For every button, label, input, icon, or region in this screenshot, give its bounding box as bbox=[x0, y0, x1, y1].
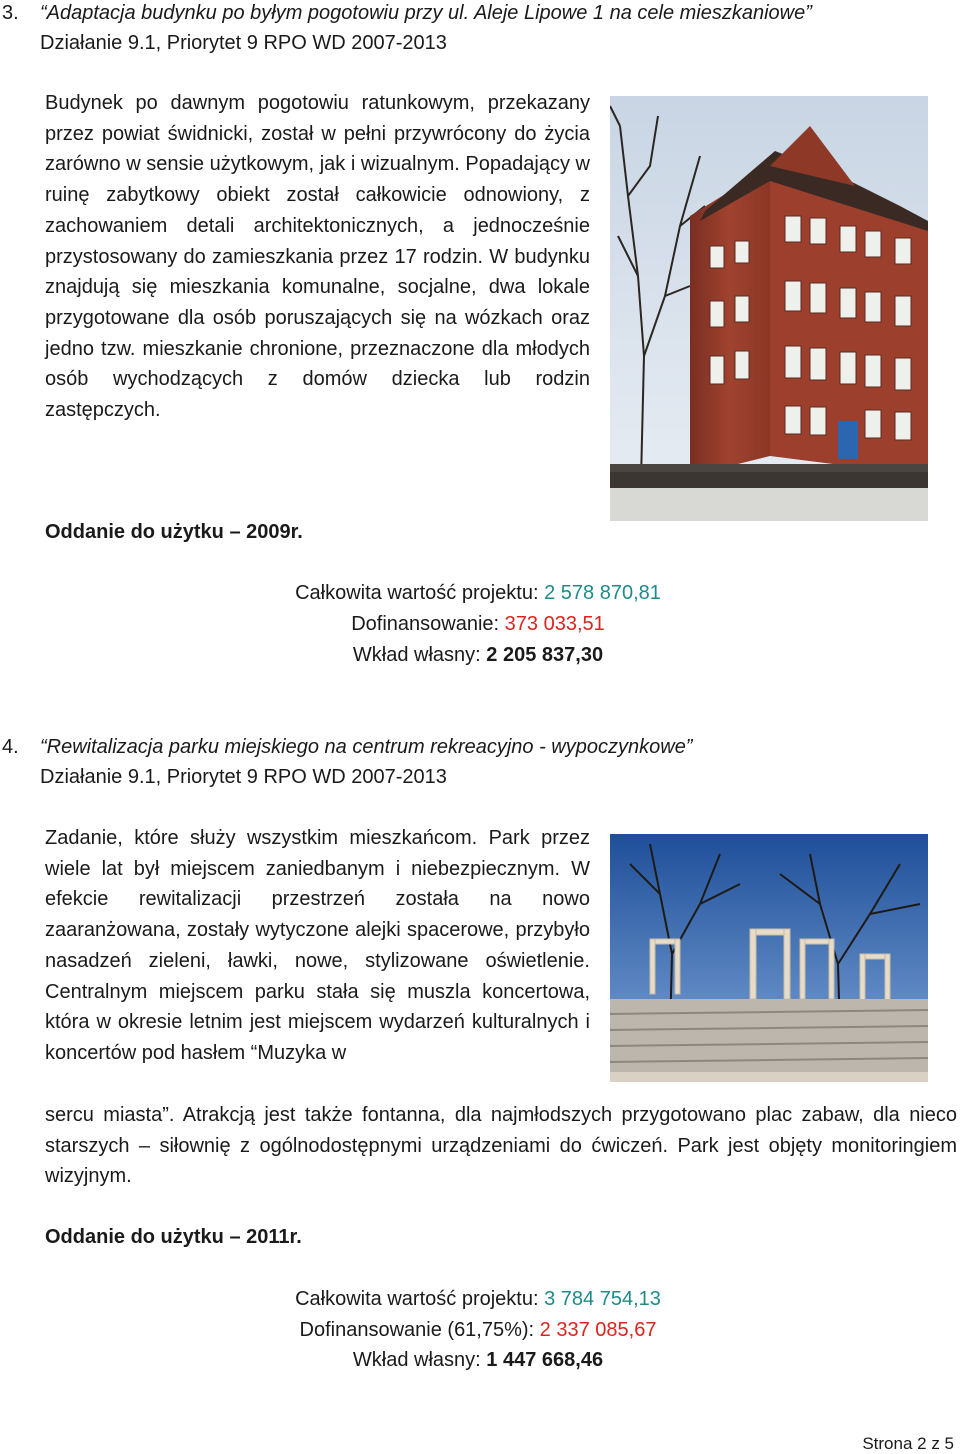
section-3-title: “Adaptacja budynku po byłym pogotowiu przy ul. Aleje Lipowe 1 na cele mieszkaniowe” bbox=[40, 2, 812, 24]
section-4-completion: Oddanie do użytku – 2011r. bbox=[45, 1226, 302, 1248]
section-4-title: “Rewitalizacja parku miejskiego na centrum rekreacyjno - wypoczynkowe” bbox=[40, 736, 693, 758]
section-3-total-value: 2 578 870,81 bbox=[544, 582, 661, 604]
section-4-total-label: Całkowita wartość projektu: bbox=[295, 1288, 545, 1310]
section-3-cofinancing-value: 373 033,51 bbox=[504, 613, 605, 635]
section-3-cofinancing bbox=[0, 611, 956, 637]
section-4-own bbox=[0, 1347, 956, 1373]
building-photo bbox=[610, 96, 928, 521]
section-3-total-label: Całkowita wartość projektu: bbox=[295, 582, 545, 604]
section-3-cofinancing-label: Dofinansowanie: bbox=[351, 613, 505, 635]
section-3-own-label: Wkład własny: bbox=[352, 644, 487, 666]
section-3-paragraph: Budynek po dawnym pogotowiu ratunkowym, przekazany przez powiat świdnicki, został w pełni przywrócony do życia zarówno w sensie użytkowym, jak i wizualnym. Popadający w ruinę zabytkowy obiekt został całkowicie odnowiony, z zachowaniem detali architektonicznych, a jednocześnie przystosowany do zamieszkania przez 17 rodzin. W budynku znajdują się mieszkania komunalne, socjalne, dwa lokale przygotowane dla osób poruszających się na wózkach oraz jedno tzw. mieszkanie chronione, przeznaczone dla młodych osób wychodzących z domów dziecka lub rodzin zastępczych. bbox=[45, 92, 590, 422]
section-4-number: 4. bbox=[2, 736, 19, 758]
section-4-paragraph-narrow: Zadanie, które służy wszystkim mieszkańcom. Park przez wiele lat był miejscem zaniedbanym i niebezpiecznym. W efekcie rewitalizacji przestrzeń została na nowo zaaranżowana, zostały wytyczone alejki spacerowe, przybyło nasadzeń zieleni, ławki, nowe, stylizowane oświetlenie. Centralnym miejscem parku stała się muszla koncertowa, która w okresie letnim jest miejscem wydarzeń kulturalnych i koncertów pod hasłem “Muzyka w bbox=[45, 827, 590, 1064]
section-3-number: 3. bbox=[2, 2, 19, 24]
section-3-completion: Oddanie do użytku – 2009r. bbox=[45, 521, 303, 543]
section-4-subtitle: Działanie 9.1, Priorytet 9 RPO WD 2007-2013 bbox=[40, 766, 447, 788]
section-4-own-label: Wkład własny: bbox=[352, 1349, 487, 1371]
park-photo bbox=[610, 834, 928, 1082]
section-4-total bbox=[0, 1286, 956, 1312]
section-3-own bbox=[0, 642, 956, 668]
section-4-cofinancing-label: Dofinansowanie (61,75%): bbox=[299, 1319, 540, 1341]
section-3-total bbox=[0, 580, 956, 606]
page-number: Strona 2 z 5 bbox=[862, 1434, 954, 1453]
section-4-total-value: 3 784 754,13 bbox=[544, 1288, 661, 1310]
section-4-paragraph-wide: sercu miasta”. Atrakcją jest także fontanna, dla najmłodszych przygotowano plac zabaw, dla nieco starszych – siłownię z ogólnodostępnymi urządzeniami do ćwiczeń. Park jest objęty monitoringiem wizyjnym. bbox=[45, 1104, 957, 1188]
section-4-own-value: 1 447 668,46 bbox=[486, 1349, 604, 1371]
section-3-own-value: 2 205 837,30 bbox=[486, 644, 604, 666]
section-4-cofinancing-value: 2 337 085,67 bbox=[539, 1319, 657, 1341]
section-4-cofinancing bbox=[0, 1317, 956, 1343]
section-3-subtitle: Działanie 9.1, Priorytet 9 RPO WD 2007-2013 bbox=[40, 32, 447, 54]
